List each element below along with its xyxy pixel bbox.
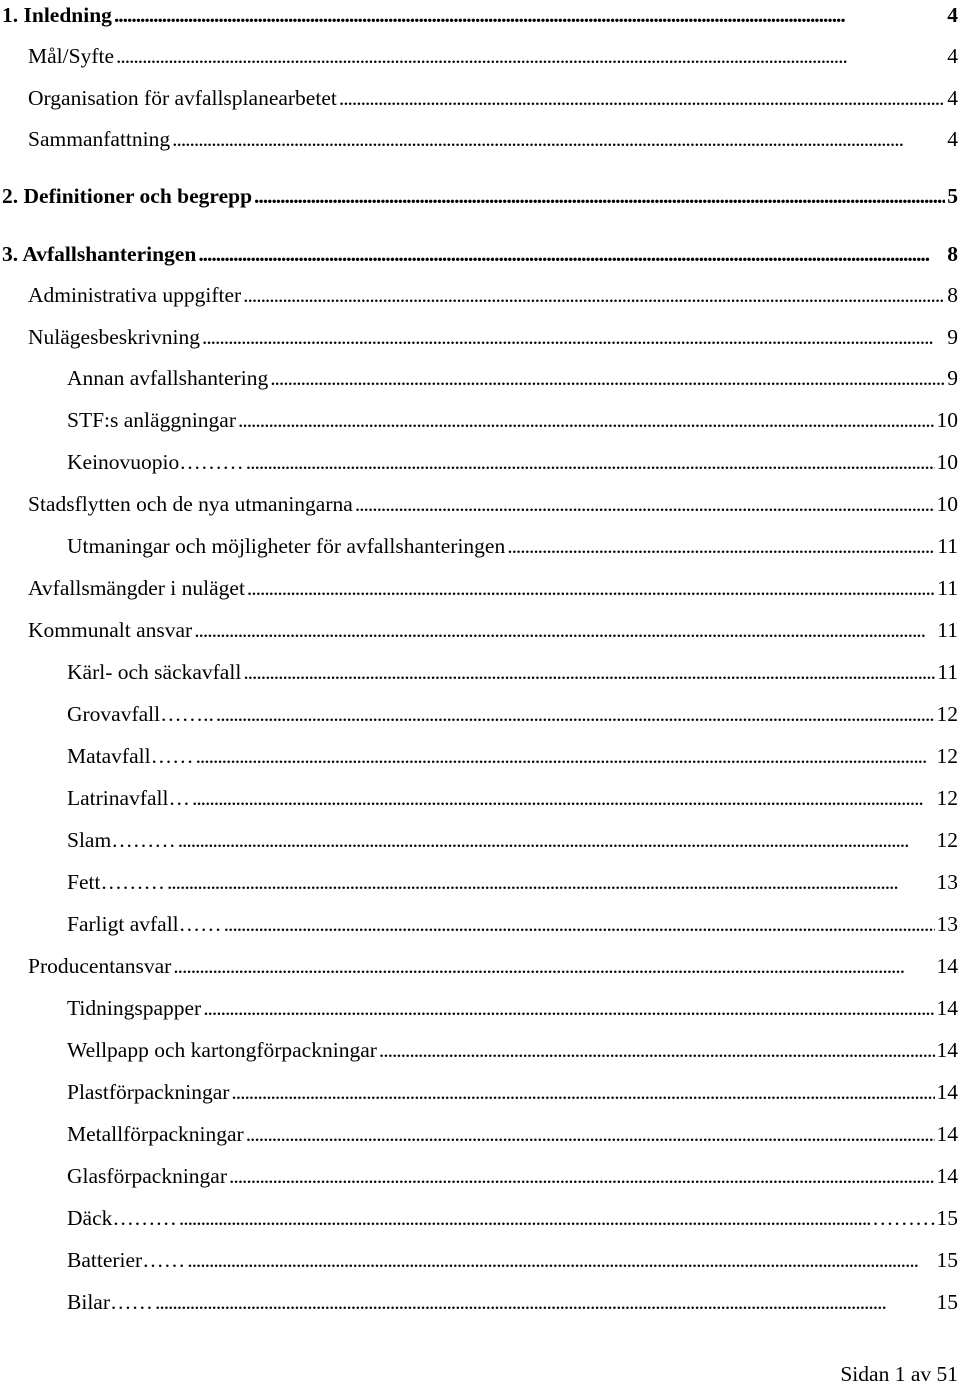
toc-entry-title: Keinovuopio……… xyxy=(67,450,244,474)
toc-entry-title: Mål/Syfte xyxy=(28,44,114,68)
toc-entry-page-number: 11 xyxy=(937,576,958,600)
toc-entry-title: Organisation för avfallsplanearbetet xyxy=(28,86,337,110)
toc-entry-title: Grovavfall…….. xyxy=(67,702,214,726)
dot-leader xyxy=(355,489,935,519)
toc-entry-title: 3. Avfallshanteringen xyxy=(2,242,197,266)
toc-entry-page-number: 12 xyxy=(936,744,958,768)
toc-entry-title: Administrativa uppgifter xyxy=(28,283,242,307)
dot-leader xyxy=(246,447,935,477)
toc-entry-title: Annan avfallshantering xyxy=(67,366,269,390)
dot-leader xyxy=(203,993,934,1023)
toc-entry-page-number: 14 xyxy=(936,1038,958,1062)
toc-entry[interactable] xyxy=(0,657,960,687)
toc-entry-title: Sammanfattning xyxy=(28,127,171,151)
toc-entry-page-number: 14 xyxy=(936,1080,958,1104)
toc-entry-page-number: 8 xyxy=(947,242,958,266)
toc-entry-title: 2. Definitioner och begrepp xyxy=(2,184,253,208)
toc-entry-page-number: 14 xyxy=(936,1122,958,1146)
toc-entry[interactable] xyxy=(0,573,960,603)
toc-entry-title: Däck……… xyxy=(67,1206,177,1230)
toc-entry-title: Matavfall…… xyxy=(67,744,194,768)
toc-entry-page-number: 4 xyxy=(947,44,958,68)
toc-entry[interactable] xyxy=(0,124,960,154)
toc-entry-title: Bilar…… xyxy=(67,1290,153,1314)
toc-entry-title: Avfallsmängder i nuläget xyxy=(28,576,245,600)
toc-entry[interactable] xyxy=(0,783,960,813)
toc-entry[interactable] xyxy=(0,951,960,981)
toc-entry-page-number: 4 xyxy=(947,127,958,151)
toc-entry[interactable] xyxy=(0,825,960,855)
toc-entry[interactable] xyxy=(0,405,960,435)
toc-entry[interactable] xyxy=(0,1035,960,1065)
toc-entry[interactable] xyxy=(0,447,960,477)
toc-entry-title: Utmaningar och möjligheter för avfallshanteringen xyxy=(67,534,506,558)
toc-entry-page-number: 9 xyxy=(947,366,958,390)
toc-entry-page-number: 9 xyxy=(947,325,958,349)
toc-entry[interactable] xyxy=(0,741,960,771)
toc-entry-title: Glasförpackningar xyxy=(67,1164,227,1188)
toc-entry-page-number: 15 xyxy=(936,1290,958,1314)
dot-leader xyxy=(224,909,935,939)
toc-entry-page-number: 14 xyxy=(936,954,958,978)
dot-leader xyxy=(229,1161,935,1191)
toc-entry-title: Producentansvar xyxy=(28,954,172,978)
toc-entry-title: Metallförpackningar xyxy=(67,1122,244,1146)
toc-entry-title: Plastförpackningar xyxy=(67,1080,230,1104)
dot-leader xyxy=(155,1287,935,1317)
dot-leader xyxy=(116,41,945,71)
toc-entry[interactable] xyxy=(0,1077,960,1107)
dot-leader xyxy=(507,531,935,561)
toc-entry-page-number: 14 xyxy=(936,1164,958,1188)
dot-leader xyxy=(339,83,945,113)
toc-entry-page-number: 10 xyxy=(936,408,958,432)
toc-entry[interactable] xyxy=(0,1245,960,1275)
dot-leader xyxy=(198,239,945,269)
dot-leader xyxy=(216,699,935,729)
toc-entry-page-number: 11 xyxy=(937,660,958,684)
toc-entry[interactable] xyxy=(0,0,960,30)
toc-entry[interactable] xyxy=(0,867,960,897)
toc-entry-page-number: 13 xyxy=(936,870,958,894)
dot-leader xyxy=(187,1245,934,1275)
page-number-footer: Sidan 1 av 51 xyxy=(840,1362,958,1386)
toc-entry-title: Fett……… xyxy=(67,870,165,894)
toc-entry[interactable] xyxy=(0,1161,960,1191)
toc-entry-title: Slam……… xyxy=(67,828,176,852)
dot-leader xyxy=(194,615,935,645)
toc-entry[interactable] xyxy=(0,1203,960,1233)
dot-leader xyxy=(172,124,945,154)
toc-entry[interactable] xyxy=(0,83,960,113)
dot-leader xyxy=(178,825,935,855)
toc-entry-page-number: 12 xyxy=(936,786,958,810)
dot-leader xyxy=(247,573,935,603)
dot-leader xyxy=(238,405,935,435)
toc-entry-page-number: 15 xyxy=(936,1248,958,1272)
toc-entry-page-number: 10 xyxy=(936,492,958,516)
toc-entry[interactable] xyxy=(0,280,960,310)
toc-entry-title: Farligt avfall…… xyxy=(67,912,222,936)
dot-leader xyxy=(231,1077,934,1107)
toc-entry[interactable] xyxy=(0,1119,960,1149)
toc-entry[interactable] xyxy=(0,239,960,269)
toc-entry-title: STF:s anläggningar xyxy=(67,408,236,432)
toc-entry-title: Kärl- och säckavfall xyxy=(67,660,242,684)
toc-entry-page-number: 4 xyxy=(947,86,958,110)
dot-leader xyxy=(192,783,935,813)
toc-entry[interactable] xyxy=(0,531,960,561)
toc-entry-page-number: 13 xyxy=(936,912,958,936)
dot-leader xyxy=(254,181,945,211)
toc-entry-page-number: 10 xyxy=(936,450,958,474)
toc-entry-title: Stadsflytten och de nya utmaningarna xyxy=(28,492,353,516)
toc-entry-title: Tidningspapper xyxy=(67,996,202,1020)
dot-leader xyxy=(196,741,935,771)
dot-leader xyxy=(179,1203,870,1233)
toc-entry-page-number: 5 xyxy=(947,184,958,208)
dot-leader xyxy=(114,0,945,30)
dot-leader xyxy=(379,1035,935,1065)
toc-entry[interactable] xyxy=(0,41,960,71)
dot-leader xyxy=(167,867,935,897)
toc-entry-page-number: 4 xyxy=(947,3,958,27)
toc-entry-page-number: 12 xyxy=(936,702,958,726)
toc-entry-title: Wellpapp och kartongförpackningar xyxy=(67,1038,377,1062)
dot-leader xyxy=(202,322,945,352)
toc-entry-page-number: 8 xyxy=(947,283,958,307)
dot-leader xyxy=(246,1119,935,1149)
toc-entry-title: Kommunalt ansvar xyxy=(28,618,193,642)
dot-leader xyxy=(243,657,935,687)
toc-entry[interactable] xyxy=(0,909,960,939)
toc-entry-page-number: 14 xyxy=(936,996,958,1020)
toc-entry[interactable] xyxy=(0,1287,960,1317)
dot-leader xyxy=(243,280,945,310)
toc-entry[interactable] xyxy=(0,181,960,211)
toc-entry-title: 1. Inledning xyxy=(2,3,112,27)
toc-entry[interactable] xyxy=(0,993,960,1023)
toc-entry-title: Batterier…… xyxy=(67,1248,186,1272)
toc-entry[interactable] xyxy=(0,615,960,645)
toc-entry-page-number: 11 xyxy=(937,534,958,558)
toc-entry[interactable] xyxy=(0,489,960,519)
toc-entry-title: Nulägesbeskrivning xyxy=(28,325,200,349)
toc-entry[interactable] xyxy=(0,322,960,352)
dot-leader xyxy=(173,951,934,981)
toc-entry-page-number: 11 xyxy=(937,618,958,642)
dot-leader xyxy=(270,363,945,393)
toc-entry[interactable] xyxy=(0,699,960,729)
toc-entry-page-number: 12 xyxy=(936,828,958,852)
toc-entry-title: Latrinavfall… xyxy=(67,786,190,810)
toc-entry-page-number: ………15 xyxy=(872,1206,958,1230)
toc-entry[interactable] xyxy=(0,363,960,393)
